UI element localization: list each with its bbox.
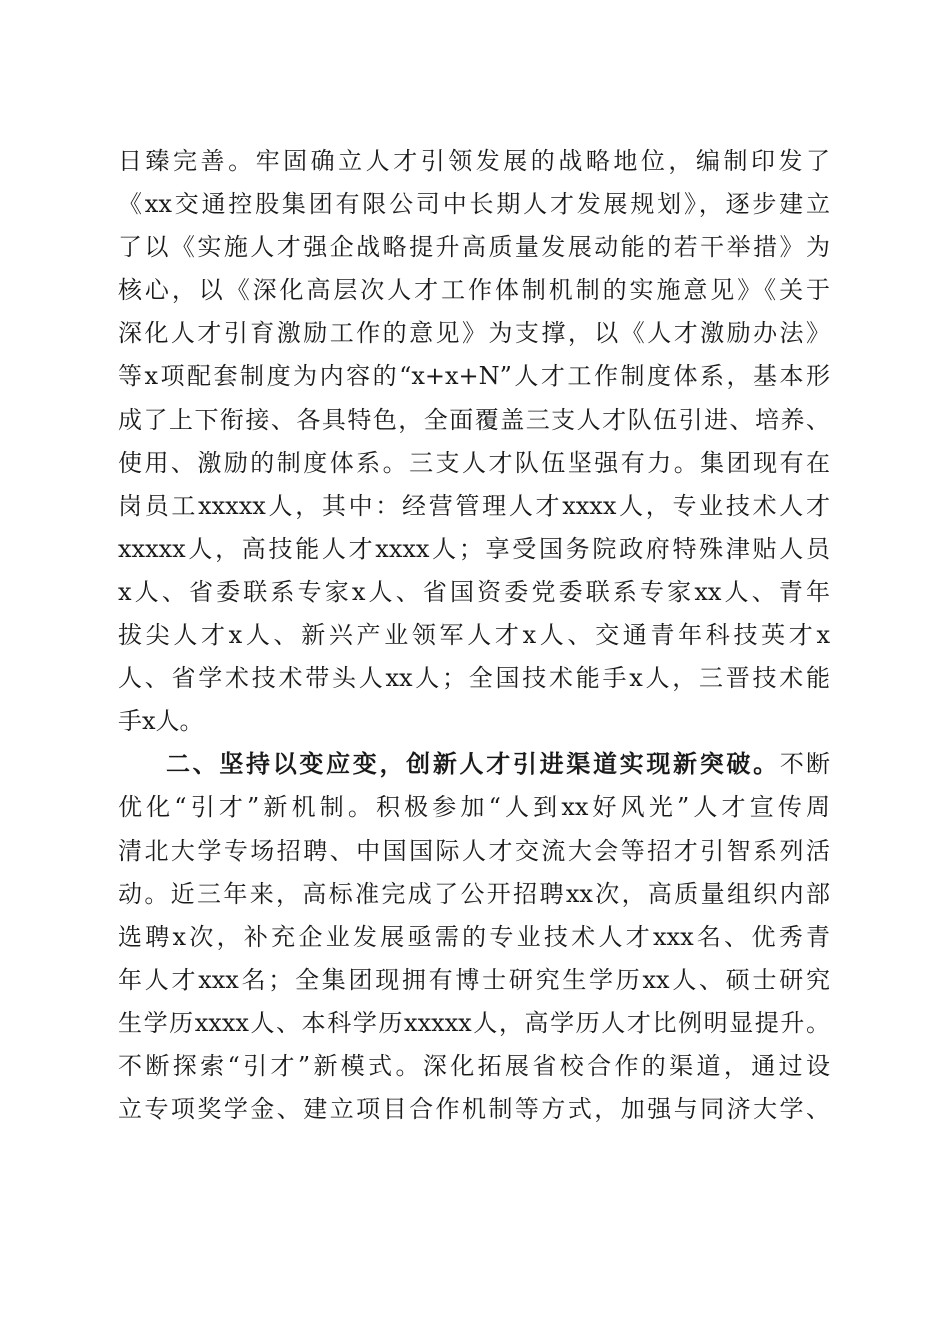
text-line: 成了上下衔接、各具特色，全面覆盖三支人才队伍引进、培养、 — [118, 405, 830, 434]
text-line: 选聘x次，补充企业发展亟需的专业技术人才xxx名、优秀青 — [118, 922, 830, 951]
text-line: 人、省学术技术带头人xx人；全国技术能手x人，三晋技术能 — [118, 664, 830, 693]
heading-line-rest: 不断 — [779, 750, 830, 779]
text-line: 日臻完善。牢固确立人才引领发展的战略地位，编制印发了 — [118, 147, 830, 175]
text-line: 深化人才引育激励工作的意见》为支撑，以《人才激励办法》 — [118, 319, 830, 348]
text-line: 年人才xxx名；全集团现拥有博士研究生学历xx人、硕士研究 — [118, 965, 830, 994]
text-line: 不断探索“引才”新模式。深化拓展省校合作的渠道，通过设 — [118, 1051, 830, 1080]
text-line: 等x项配套制度为内容的“x+x+N”人才工作制度体系，基本形 — [118, 362, 830, 391]
text-line: 岗员工xxxxx人，其中：经营管理人才xxxx人，专业技术人才 — [118, 491, 830, 520]
text-line: 立专项奖学金、建立项目合作机制等方式，加强与同济大学、 — [118, 1095, 830, 1124]
text-line: 拔尖人才x人、新兴产业领军人才x人、交通青年科技英才x — [118, 621, 830, 650]
text-line: 了以《实施人才强企战略提升高质量发展动能的若干举措》为 — [118, 233, 830, 262]
text-line: 动。近三年来，高标准完成了公开招聘xx次，高质量组织内部 — [118, 879, 830, 908]
paragraph-2 — [118, 743, 830, 1131]
text-line: 手x人。 — [118, 707, 204, 736]
text-line: 生学历xxxx人、本科学历xxxxx人，高学历人才比例明显提升。 — [118, 1008, 830, 1037]
text-line: x人、省委联系专家x人、省国资委党委联系专家xx人、青年 — [118, 577, 830, 606]
text-line: 优化“引才”新机制。积极参加“人到xx好风光”人才宣传周 — [118, 793, 830, 822]
heading-line — [118, 743, 830, 786]
text-line: 使用、激励的制度体系。三支人才队伍坚强有力。集团现有在 — [118, 448, 830, 477]
text-line: 《xx交通控股集团有限公司中长期人才发展规划》，逐步建立 — [118, 190, 830, 219]
document-body — [118, 140, 830, 1131]
text-line: 清北大学专场招聘、中国国际人才交流大会等招才引智系列活 — [118, 836, 830, 865]
text-line: 核心，以《深化高层次人才工作体制机制的实施意见》《关于 — [118, 276, 830, 305]
text-line: xxxxx人，高技能人才xxxx人；享受国务院政府特殊津贴人员 — [118, 534, 830, 563]
section-heading: 二、坚持以变应变，创新人才引进渠道实现新突破。 — [166, 750, 780, 779]
paragraph-1 — [118, 140, 830, 743]
